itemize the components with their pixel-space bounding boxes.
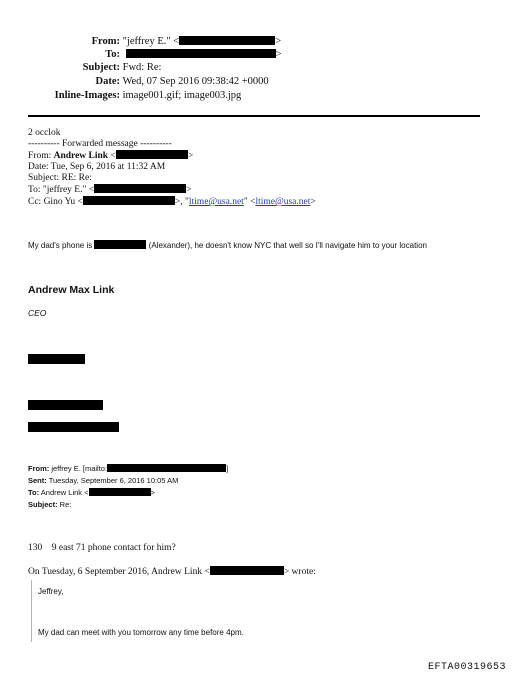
header-subject-value: Fwd: Re:	[122, 62, 162, 73]
document-id: EFTA00319653	[427, 662, 506, 673]
forward-from	[28, 150, 316, 162]
header-divider	[28, 115, 480, 117]
forward-date: Date: Tue, Sep 6, 2016 at 11:32 AM	[28, 162, 166, 172]
header-subject-label: Subject:	[82, 62, 120, 73]
reply-subject-label: Subject:	[28, 500, 58, 509]
reply-subject	[28, 499, 228, 511]
on-wrote-prefix: On Tuesday, 6 September 2016, Andrew Link <	[28, 567, 210, 577]
redaction-box	[210, 566, 284, 575]
redaction-box	[116, 150, 188, 159]
reply-from	[28, 463, 228, 475]
forward-block	[28, 128, 316, 208]
reply-from-end: ]	[226, 464, 229, 473]
reply-to-value: Andrew Link <	[39, 488, 89, 497]
redaction-box	[179, 36, 275, 45]
forward-cc	[28, 196, 316, 208]
redaction-box	[126, 49, 276, 58]
header-subject-row	[0, 62, 161, 73]
redaction-box	[89, 488, 151, 496]
header-images-label: Inline-Images:	[54, 90, 120, 101]
header-from-row	[0, 36, 281, 47]
header-images-row	[0, 90, 241, 101]
on-wrote-suffix: > wrote:	[283, 567, 316, 577]
phone-message-prefix: My dad's phone is	[28, 241, 95, 250]
cc-email-link[interactable]: ltime@usa.net	[188, 197, 244, 207]
redaction-box	[83, 196, 175, 205]
header-to-label: To:	[105, 49, 120, 60]
reply-subject-value: Re:	[57, 500, 72, 509]
reply-header	[28, 463, 228, 511]
phone-message	[28, 240, 427, 250]
forward-to-prefix: To: "jeffrey E." <	[28, 185, 95, 195]
quoted-body: My dad can meet with you tomorrow any time before 4pm.	[38, 628, 244, 637]
forward-from-name: Andrew Link	[53, 151, 109, 161]
forward-from-lt: <	[108, 151, 116, 161]
forward-subject: Subject: RE: Re:	[28, 173, 92, 183]
redaction-box	[94, 184, 186, 193]
header-date-label: Date:	[95, 76, 120, 87]
reply-to-label: To:	[28, 488, 40, 497]
reply-from-value: jeffrey E. [mailto:	[49, 464, 108, 473]
redaction-box	[28, 354, 85, 364]
header-from-value: "jeffrey E." <	[122, 36, 180, 47]
reply-to	[28, 487, 228, 499]
redaction-box	[28, 400, 103, 410]
reply-sent-label: Sent:	[28, 476, 47, 485]
redaction-box	[94, 240, 146, 249]
forward-cc-prefix: Cc: Gino Yu <	[28, 197, 83, 207]
header-date-row	[0, 76, 269, 87]
forward-separator: ---------- Forwarded message ----------	[28, 139, 172, 149]
header-to-row	[0, 49, 282, 60]
forward-from-prefix: From:	[28, 151, 54, 161]
forward-to-end: >	[186, 185, 192, 195]
header-from-end: >	[275, 36, 282, 47]
header-date-value: Wed, 07 Sep 2016 09:38:42 +0000	[122, 76, 269, 87]
reply-sent-value: Tuesday, September 6, 2016 10:05 AM	[46, 476, 179, 485]
signature-title: CEO	[28, 308, 47, 318]
header-from-label: From:	[91, 36, 120, 47]
forward-cc-mid2: " <	[243, 197, 256, 207]
forward-note: 2 occlok	[28, 128, 61, 138]
jeffrey-message: 130 9 east 71 phone contact for him?	[28, 543, 176, 553]
on-wrote-line	[28, 566, 316, 577]
quoted-greeting: Jeffrey,	[38, 587, 64, 596]
redaction-box	[28, 422, 119, 432]
header-images-value: image001.gif; image003.jpg	[122, 90, 242, 101]
forward-from-end: >	[187, 151, 194, 161]
forward-cc-mid: >, "	[174, 197, 189, 207]
reply-from-label: From:	[28, 464, 50, 473]
redaction-box	[107, 464, 229, 473]
quote-bar	[31, 580, 32, 642]
forward-to	[28, 184, 316, 196]
header-to-end: >	[275, 49, 282, 60]
signature-name: Andrew Max Link	[28, 284, 115, 296]
forward-cc-end: >	[310, 197, 316, 207]
reply-sent	[28, 475, 228, 487]
phone-message-suffix: (Alexander), he doesn't know NYC that well so I'll navigate him to your location	[146, 241, 427, 250]
cc-email-link-2[interactable]: ltime@usa.net	[255, 197, 311, 207]
reply-to-end: >	[150, 488, 155, 497]
